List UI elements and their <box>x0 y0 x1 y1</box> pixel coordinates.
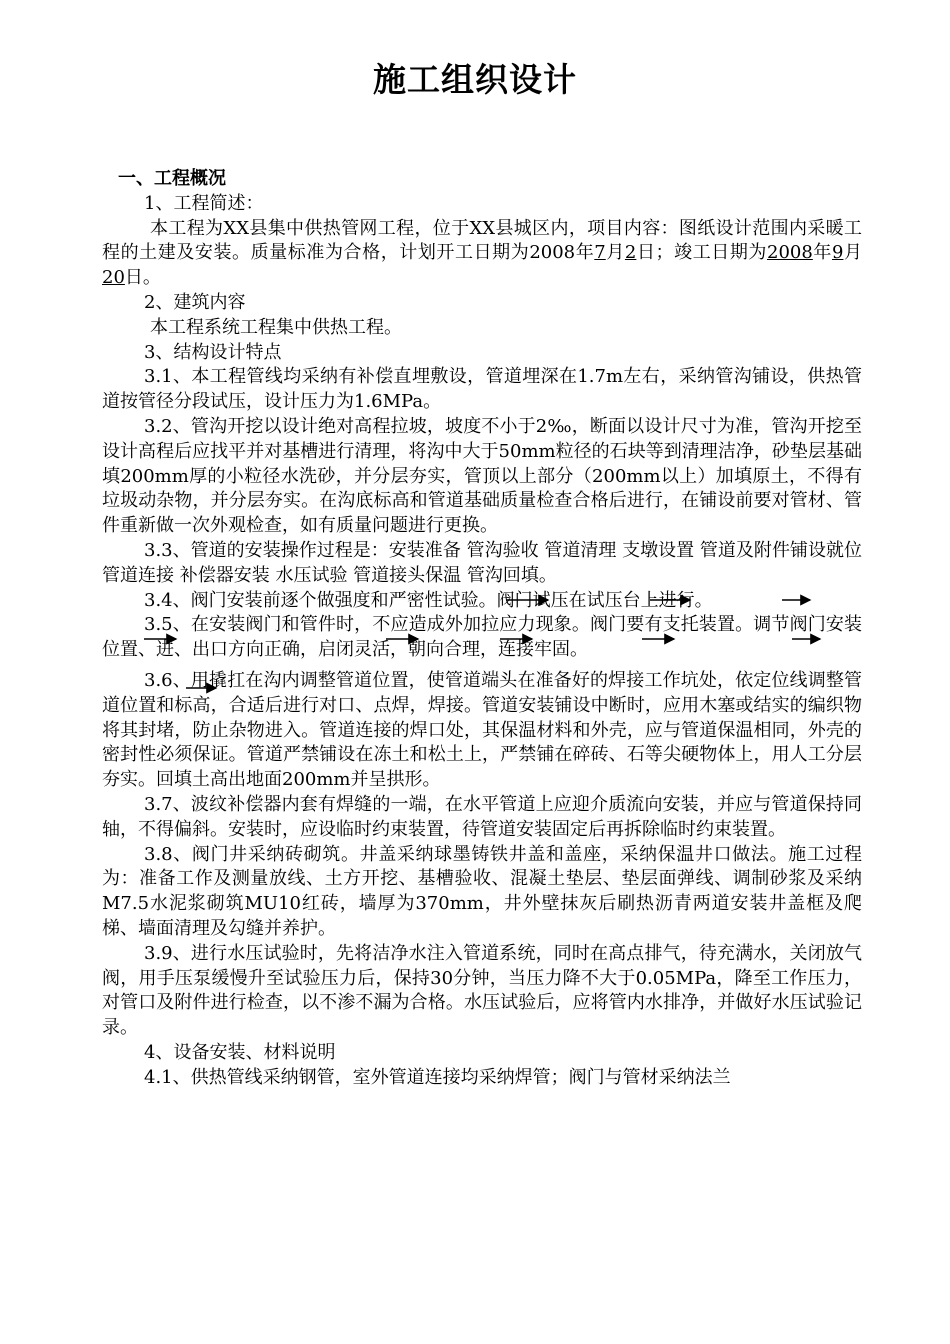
start-day: 2 <box>624 242 637 264</box>
paragraph: 本工程系统工程集中供热工程。 <box>150 316 402 338</box>
paragraph-3-4: 3.4、阀门安装前逐个做强度和严密性试验。阀门试压在试压台上进行。 <box>144 589 713 611</box>
start-month: 7 <box>594 242 606 264</box>
end-year: 2008 <box>767 242 813 264</box>
text-span: 日；竣工日期为 <box>636 242 768 264</box>
paragraph-4-1: 4.1、供热管线采纳钢管，室外管道连接均采纳焊管；阀门与管材采纳法兰 <box>144 1066 731 1088</box>
paragraph-project-summary <box>102 217 862 291</box>
document-body <box>102 167 862 1090</box>
text-span: 月 <box>843 242 863 264</box>
paragraph-3-9: 3.9、进行水压试验时，先将洁净水注入管道系统，同时在高点排气，待充满水，关闭放气阀，用手压泵缓慢升至试验压力后，保持30分钟，当压力降不大于0.05MPa，降至工作压力，对管口及附件进行检查，以不渗不漏为合格。水压试验后，应将管内水排净，并做好水压试验记录。 <box>102 942 862 1039</box>
text-span: 月 <box>605 242 625 264</box>
paragraph-3-7: 3.7、波纹补偿器内套有焊缝的一端，在水平管道上应迎介质流向安装，并应与管道保持同轴，不得偏斜。安装时，应设临时约束装置，待管道安装固定后再拆除临时约束装置。 <box>102 793 862 840</box>
end-month: 9 <box>832 242 844 264</box>
text-span: 年 <box>812 242 832 264</box>
subsection-heading: 2、建筑内容 <box>144 291 246 313</box>
subsection-heading: 1、工程简述： <box>144 192 264 214</box>
paragraph-3-5: 3.5、在安装阀门和管件时，不应造成外加拉应力现象。阀门要有支托装置。调节阀门安装位置、进、出口方向正确，启闭灵活，朝向合理，连接牢固。 <box>102 614 862 661</box>
text-span: 本工程为XX县集中供热管网工程，位于XX县城区内，项目内容：图纸设计范围内采暖工程的土建及安装。质量标准为合格，计划开工日期为2008年 <box>102 217 862 264</box>
section-heading: 一、工程概况 <box>118 168 226 189</box>
paragraph-3-2: 3.2、管沟开挖以设计绝对高程拉坡，坡度不小于2‰，断面以设计尺寸为准，管沟开挖至设计高程后应找平并对基槽进行清理，将沟中大于50mm粒径的石块等到清理洁净，砂垫层基础填200mm厚的小粒径水洗砂，并分层夯实，管顶以上部分（200mm以上）加填原土，不得有垃圾动杂物，并分层夯实。在沟底标高和管道基础质量检查合格后进行，在铺设前要对管材、管件重新做一次外观检查，如有质量问题进行更换。 <box>102 415 862 537</box>
paragraph-3-8: 3.8、阀门井采纳砖砌筑。井盖采纳球墨铸铁井盖和盖座，采纳保温井口做法。施工过程为：准备工作及测量放线、土方开挖、基槽验收、混凝土垫层、垫层面弹线、调制砂浆及采纳M7.5水泥浆砌筑MU10红砖，墙厚为370mm，井外壁抹灰后刷热沥青两道安装井盖框及爬梯、墙面清理及勾缝并养护。 <box>102 843 862 939</box>
paragraph-3-1: 3.1、本工程管线均采纳有补偿直埋敷设，管道埋深在1.7m左右，采纳管沟铺设，供热管道按管径分段试压，设计压力为1.6MPa。 <box>102 366 862 413</box>
paragraph-3-3: 3.3、管道的安装操作过程是：安装准备 管沟验收 管道清理 支墩设置 管道及附件铺设就位 管道连接 补偿器安装 水压试验 管道接头保温 管沟回填。 <box>102 539 862 586</box>
page-title: 施工组织设计 <box>373 60 577 99</box>
text-span: 日。 <box>124 267 161 289</box>
paragraph-3-6: 3.6、用撬扛在沟内调整管道位置，使管道端头在准备好的焊接工作坑处，依定位线调整管道位置和标高，合适后进行对口、点焊，焊接。管道安装铺设中断时，应用木塞或结实的编织物将其封堵，防止杂物进入。管道连接的焊口处，其保温材料和外壳，应与管道保温相同，外壳的密封性必须保证。管道严禁铺设在冻土和松土上，严禁铺在碎砖、石等尖硬物体上，用人工分层夯实。回填土高出地面200mm并呈拱形。 <box>102 669 862 791</box>
subsection-heading: 4、设备安装、材料说明 <box>144 1041 336 1063</box>
end-day: 20 <box>102 267 125 289</box>
subsection-heading: 3、结构设计特点 <box>144 341 282 363</box>
